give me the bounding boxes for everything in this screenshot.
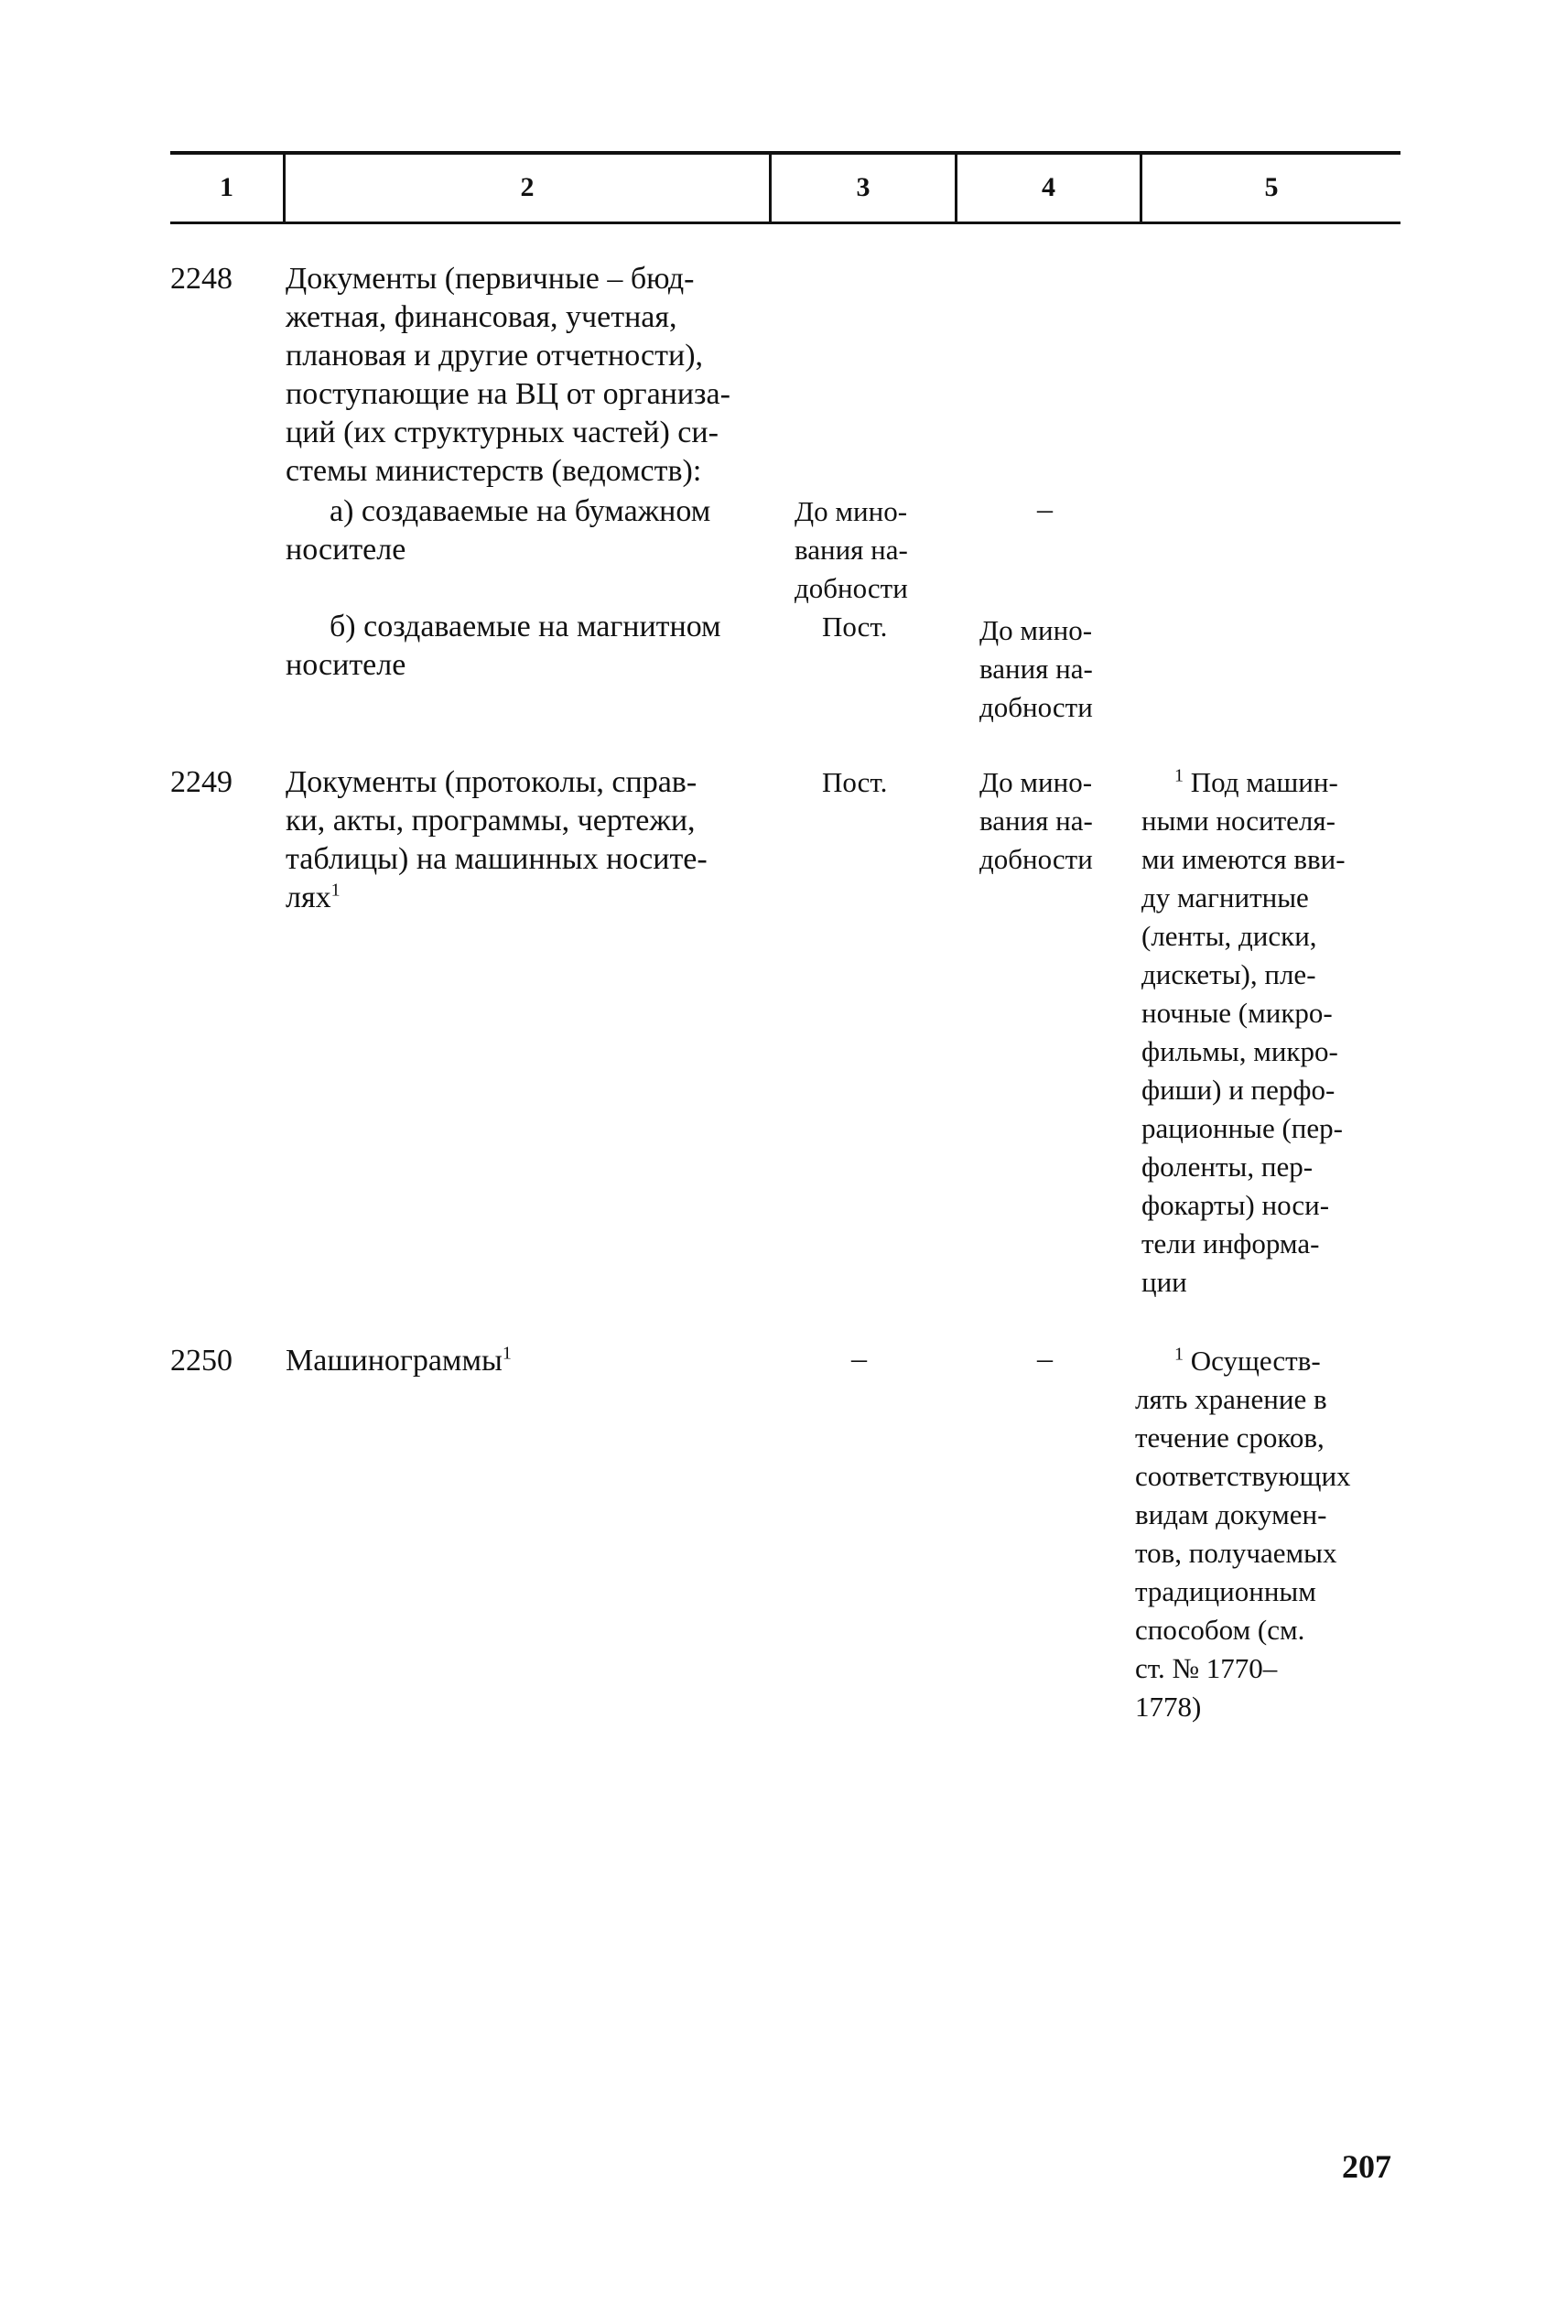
- sub-b-col4-line: До мино-: [979, 614, 1093, 646]
- desc-line: жетная, финансовая, учетная,: [286, 300, 677, 334]
- row-number-2250: 2250: [170, 1344, 232, 1378]
- desc-text: Машинограммы: [286, 1344, 503, 1378]
- desc-line: Документы (первичные – бюд-: [286, 262, 695, 296]
- note-line: ными носителя-: [1141, 805, 1336, 837]
- note-line: лять хранение в: [1135, 1383, 1327, 1415]
- note-line: ми имеются вви-: [1141, 843, 1346, 875]
- sub-b-col4-line: вания на-: [979, 653, 1093, 685]
- desc-line: [286, 879, 341, 917]
- footnote-marker: 1: [502, 1343, 512, 1364]
- column-header-4: 4: [1042, 172, 1055, 202]
- note-line: соответствующих: [1135, 1460, 1351, 1492]
- sub-a-col4-dash: –: [1037, 492, 1053, 526]
- page-number: 207: [1342, 2148, 1391, 2185]
- note-line: тели информа-: [1141, 1227, 1320, 1259]
- desc-line: ки, акты, программы, чертежи,: [286, 804, 696, 838]
- note-line: ду магнитные: [1141, 881, 1309, 913]
- note-line: фоленты, пер-: [1141, 1151, 1314, 1183]
- row-2250-col4-dash: –: [1037, 1342, 1053, 1376]
- row-2249-col4-line: добности: [979, 843, 1093, 875]
- footnote-marker: 1: [1174, 1344, 1184, 1365]
- column-header-3: 3: [856, 172, 871, 202]
- sub-b-col3: Пост.: [822, 611, 888, 643]
- sub-b-col4-line: добности: [979, 691, 1093, 723]
- note-text: Под машин-: [1190, 766, 1338, 798]
- note-line: дискеты), пле-: [1141, 958, 1316, 990]
- sub-b-line: носителе: [286, 648, 406, 682]
- desc-line: ций (их структурных частей) си-: [286, 416, 719, 449]
- note-line: ночные (микро-: [1141, 997, 1333, 1029]
- desc-line: стемы министерств (ведомств):: [286, 454, 702, 488]
- footnote-marker: 1: [1174, 765, 1184, 786]
- header-top-rule: [170, 151, 1400, 155]
- note-line: тов, получаемых: [1135, 1537, 1337, 1569]
- column-header-1: 1: [220, 172, 233, 202]
- note-line: фокарты) носи-: [1141, 1189, 1330, 1221]
- row-2249-col3: Пост.: [822, 766, 888, 798]
- sub-b-line: б) создаваемые на магнитном: [330, 610, 721, 643]
- note-line: традиционным: [1135, 1575, 1316, 1607]
- desc-text: лях: [286, 881, 331, 914]
- note-line: рационные (пер-: [1141, 1112, 1343, 1144]
- sub-a-col3-line: До мино-: [795, 495, 908, 527]
- column-header-5: 5: [1264, 172, 1279, 202]
- sub-a-line: носителе: [286, 533, 406, 567]
- sub-a-col3-line: вания на-: [795, 534, 908, 566]
- desc-line: поступающие на ВЦ от организа-: [286, 377, 730, 411]
- desc-line: таблицы) на машинных носите-: [286, 842, 708, 876]
- note-line: фильмы, микро-: [1141, 1035, 1338, 1067]
- note-line: (ленты, диски,: [1141, 920, 1317, 952]
- row-2249-col4-line: До мино-: [979, 766, 1093, 798]
- note-line: течение сроков,: [1135, 1421, 1325, 1454]
- note-line: 1778): [1135, 1691, 1202, 1723]
- note-line: [1174, 763, 1338, 802]
- row-2250-col3-dash: –: [851, 1342, 867, 1376]
- note-line: ст. № 1770–: [1135, 1652, 1278, 1684]
- note-line: фиши) и перфо-: [1141, 1074, 1336, 1106]
- row-2250-description: [286, 1342, 512, 1380]
- desc-line: плановая и другие отчетности),: [286, 339, 704, 373]
- header-bottom-rule: [170, 222, 1400, 224]
- row-number-2249: 2249: [170, 765, 232, 799]
- note-line: ции: [1141, 1266, 1187, 1298]
- row-2249-col4-line: вания на-: [979, 805, 1093, 837]
- row-number-2248: 2248: [170, 262, 232, 296]
- note-line: видам докумен-: [1135, 1498, 1327, 1530]
- column-header-2: 2: [520, 172, 535, 202]
- note-line: [1174, 1342, 1321, 1380]
- desc-line: Документы (протоколы, справ-: [286, 765, 697, 799]
- sub-a-line: а) создаваемые на бумажном: [330, 494, 711, 528]
- note-text: Осуществ-: [1190, 1345, 1321, 1377]
- note-line: способом (см.: [1135, 1614, 1305, 1646]
- sub-a-col3-line: добности: [795, 572, 908, 604]
- footnote-marker: 1: [330, 880, 341, 901]
